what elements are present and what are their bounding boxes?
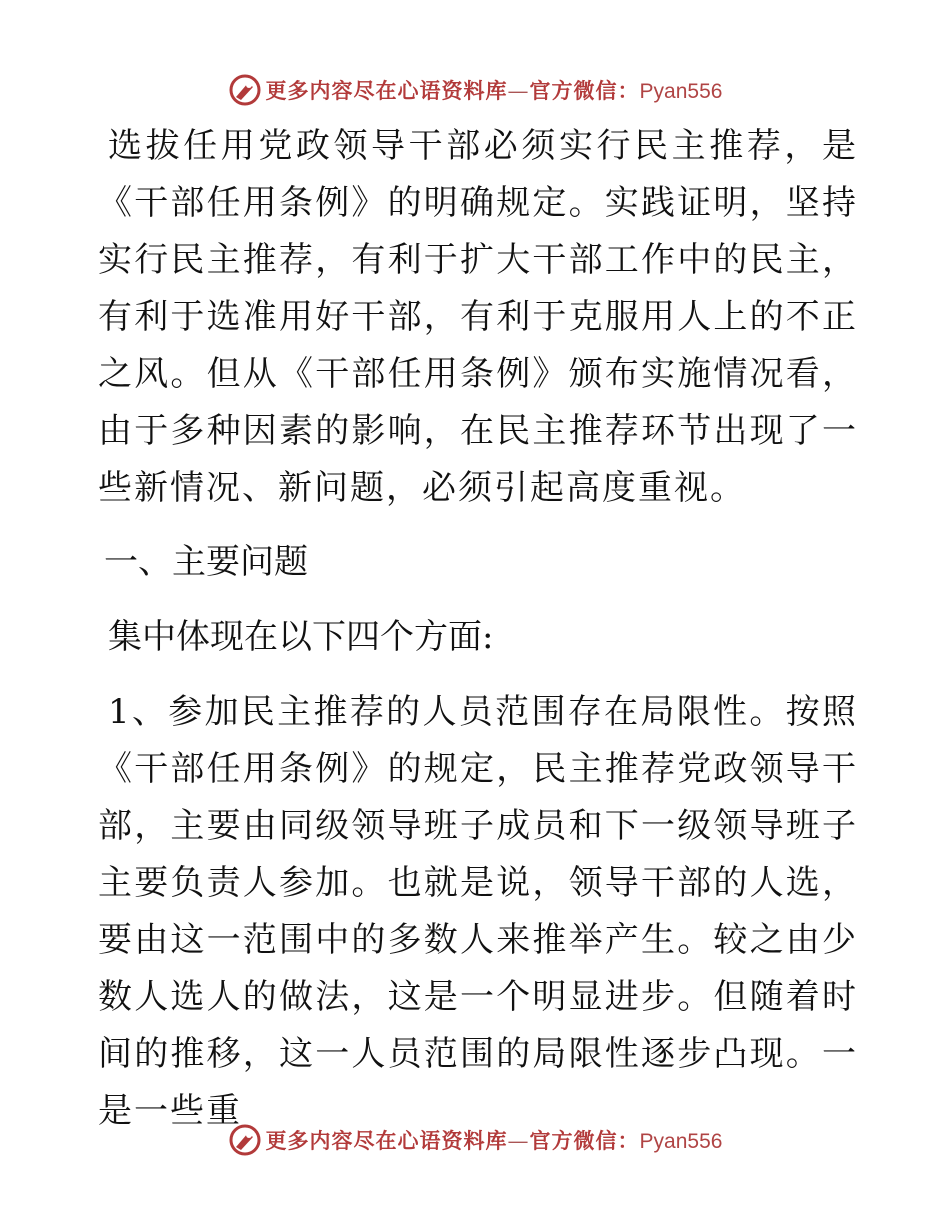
footer-watermark-banner — [0, 1120, 950, 1160]
brand-logo-icon — [228, 1123, 262, 1157]
banner-separator: — — [507, 1129, 530, 1153]
document-body — [98, 118, 858, 1140]
banner-separator: — — [507, 79, 530, 103]
banner-label: 官方微信： — [529, 1128, 640, 1153]
banner-wechat-id: Pyan556 — [639, 1130, 723, 1153]
brand-logo-icon — [228, 73, 262, 107]
banner-wechat-id: Pyan556 — [639, 80, 723, 103]
point-1-paragraph: 1、参加民主推荐的人员范围存在局限性。按照《干部任用条例》的规定，民主推荐党政领导干部，主要由同级领导班子成员和下一级领导班子主要负责人参加。也就是说，领导干部的人选，要由这一范围中的多数人来推举产生。较之由少数人选人的做法，这是一个明显进步。但随着时间的推移，这一人员范围的局限性逐步凸现。一是一些重 — [98, 692, 858, 1131]
banner-text — [266, 75, 723, 105]
intro-paragraph: 选拔任用党政领导干部必须实行民主推荐，是《干部任用条例》的明确规定。实践证明，坚持实行民主推荐，有利于扩大干部工作中的民主，有利于选准用好干部，有利于克服用人上的不正之风。但从《干部任用条例》颁布实施情况看，由于多种因素的影响，在民主推荐环节出现了一些新情况、新问题，必须引起高度重视。 — [98, 126, 858, 508]
section-lead: 集中体现在以下四个方面: — [108, 617, 494, 657]
banner-label: 官方微信： — [529, 78, 640, 103]
banner-text — [266, 1125, 723, 1155]
section-heading: 一、主要问题 — [104, 542, 308, 582]
banner-main-text: 更多内容尽在心语资料库 — [265, 78, 508, 103]
banner-main-text: 更多内容尽在心语资料库 — [265, 1128, 508, 1153]
header-watermark-banner — [0, 70, 950, 110]
